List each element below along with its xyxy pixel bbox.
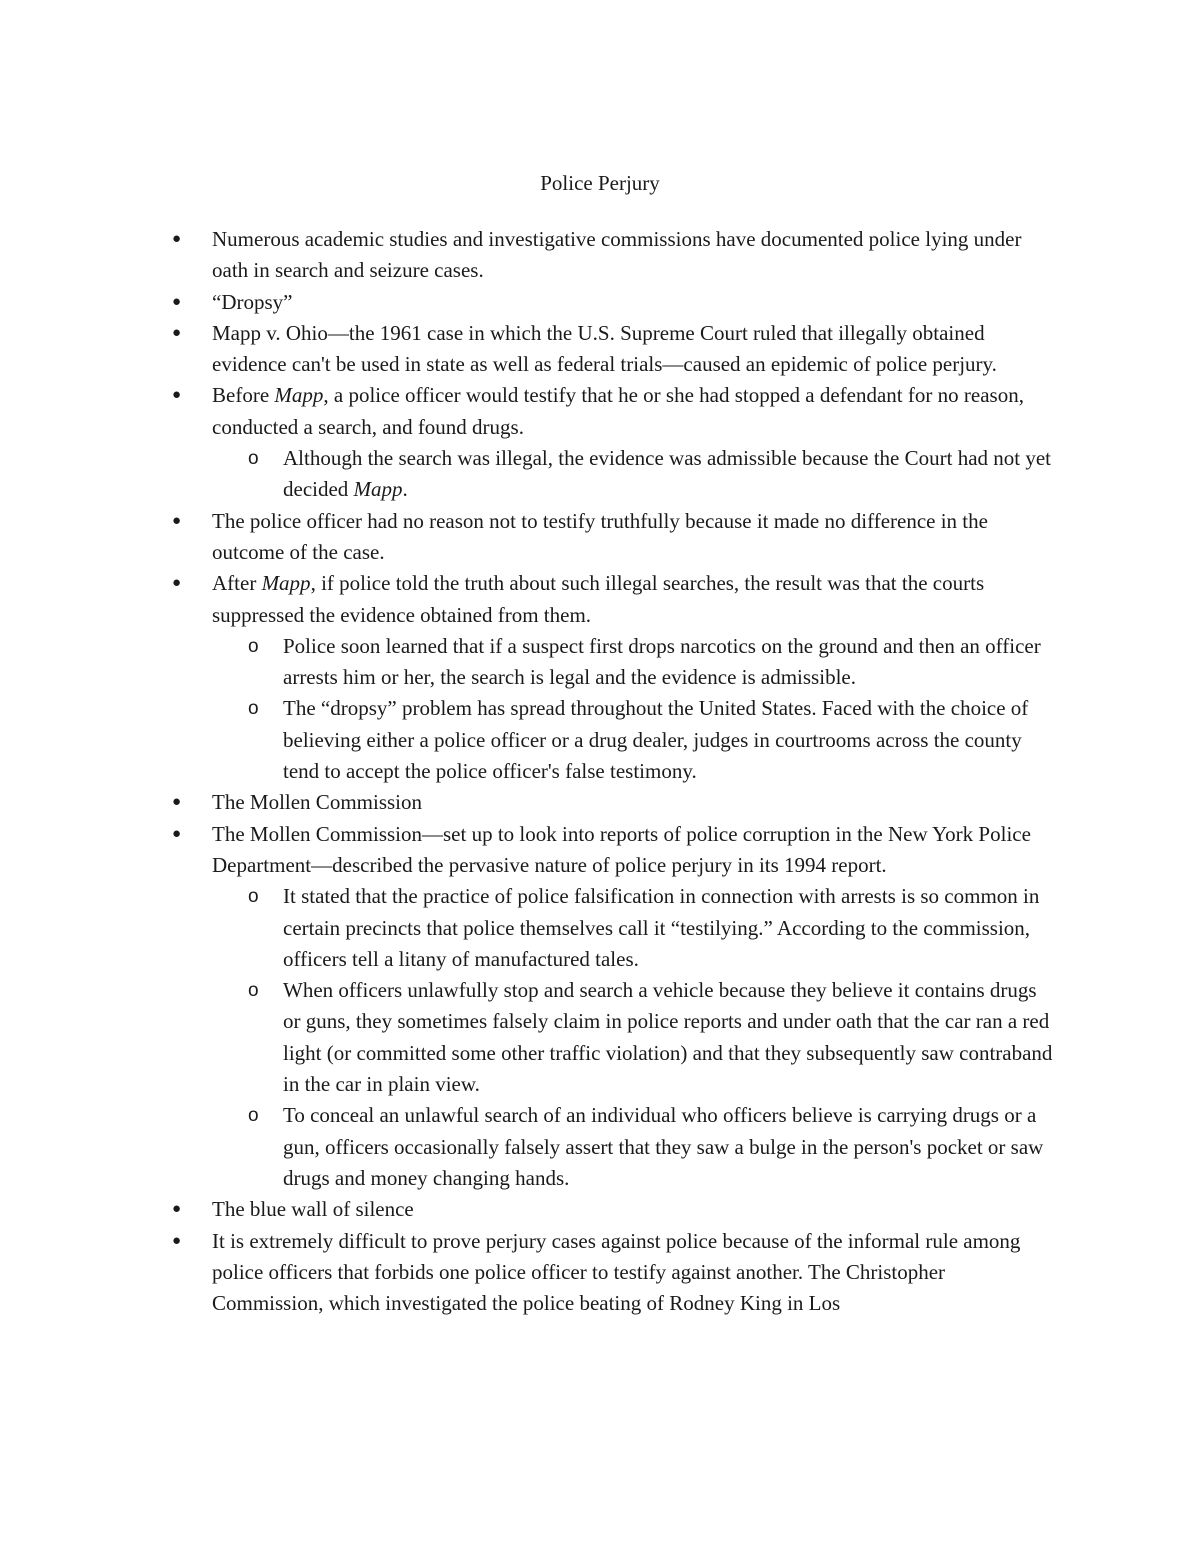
list-item xyxy=(0,787,1052,818)
bullet-icon: ● xyxy=(172,293,182,310)
text-segment: The Mollen Commission xyxy=(212,790,422,815)
page-title: Police Perjury xyxy=(540,171,660,195)
sub-bullet-icon: o xyxy=(248,1105,259,1127)
list-item-text xyxy=(212,571,984,626)
sub-list-item xyxy=(0,631,1053,694)
text-segment: “Dropsy” xyxy=(212,289,293,314)
bullet-icon: ● xyxy=(172,231,182,247)
text-segment: To conceal an unlawful search of an individual who officers believe is carrying drugs or a gun, officers occasionally falsely assert that they saw a bulge in the person's pocket or saw drugs and money changing hands. xyxy=(283,1103,1044,1190)
text-segment: It stated that the practice of police falsification in connection with arrests is so common in certain precincts that police themselves call it “testilying.” According to the commission, officers tell a litany of manufactured tales. xyxy=(283,884,1040,971)
bullet-icon: ● xyxy=(172,1232,182,1249)
list-item xyxy=(0,1226,1052,1320)
text-segment: . xyxy=(402,477,408,502)
bullet-icon: ● xyxy=(172,1201,182,1218)
sub-bullet-icon: o xyxy=(248,980,259,1002)
list-item xyxy=(0,224,1052,287)
text-segment: Before xyxy=(212,383,275,408)
text-segment: It is extremely difficult to prove perjury cases against police because of the informal rule among police officers that forbids one police officer to testify against another. The Christopher Commission, which investigated the police beating of Rodney King in Los xyxy=(212,1228,1021,1316)
bullet-icon: ● xyxy=(172,512,182,529)
list-item xyxy=(0,568,1052,631)
list-item-text xyxy=(212,290,292,314)
text-segment: After xyxy=(212,571,262,596)
sub-list-item xyxy=(0,1100,1053,1194)
text-segment: Numerous academic studies and investigative commissions have documented police lying under oath in search and seizure cases. xyxy=(212,227,1022,283)
text-segment: , a police officer would testify that he or she had stopped a defendant for no reason, conducted a search, and found drugs. xyxy=(212,383,1024,439)
text-segment: The “dropsy” problem has spread throughout the United States. Faced with the choice of believing either a police officer or a drug dealer, judges in courtrooms across the county tend to accept the police officer's false testimony. xyxy=(283,696,1029,784)
list-item xyxy=(0,318,1052,381)
text-segment: Mapp v. Ohio—the 1961 case in which the U.S. Supreme Court ruled that illegally obtained evidence can't be used in state as well as federal trials—caused an epidemic of police perjury. xyxy=(212,320,997,377)
list-item-text xyxy=(212,790,422,814)
sub-list-item xyxy=(0,443,1053,506)
list-item-text xyxy=(212,1197,414,1221)
list-item xyxy=(0,1194,1052,1225)
list-item-text xyxy=(212,822,1031,877)
list-item-text xyxy=(283,696,1028,783)
case-name-italic: Mapp xyxy=(274,383,324,408)
list-item-text xyxy=(212,321,997,376)
bullet-icon: ● xyxy=(172,794,182,811)
text-segment: Police soon learned that if a suspect first drops narcotics on the ground and then an officer arrests him or her, the search is legal and the evidence is admissible. xyxy=(283,633,1041,690)
sub-bullet-icon: o xyxy=(248,448,259,470)
bullet-list xyxy=(0,224,1200,1319)
list-item-text xyxy=(283,978,1052,1096)
sub-list-item xyxy=(0,693,1053,787)
list-item xyxy=(0,287,1052,318)
bullet-icon: ● xyxy=(172,387,182,404)
list-item-text xyxy=(212,383,1024,438)
list-item-text xyxy=(283,634,1041,689)
list-item xyxy=(0,819,1052,882)
bullet-icon: ● xyxy=(172,324,182,341)
list-item-text xyxy=(283,884,1039,971)
text-segment: The police officer had no reason not to testify truthfully because it made no difference in the outcome of the case. xyxy=(212,508,988,564)
sub-bullet-icon: o xyxy=(248,886,259,908)
case-name-italic: Mapp xyxy=(261,571,311,596)
list-item xyxy=(0,506,1052,569)
list-item-text xyxy=(283,1103,1043,1190)
bullet-icon: ● xyxy=(172,575,182,592)
case-name-italic: Mapp xyxy=(353,477,403,502)
list-item-text xyxy=(212,227,1021,282)
sub-bullet-icon: o xyxy=(248,635,259,657)
text-segment: When officers unlawfully stop and search a vehicle because they believe it contains drugs or guns, they sometimes falsely claim in police reports and under oath that the car ran a red light (or committed some other traffic violation) and that they subsequently saw contraband in the car in plain view. xyxy=(283,978,1053,1097)
text-segment: The blue wall of silence xyxy=(212,1197,414,1222)
list-item-text xyxy=(212,1229,1020,1316)
text-segment: Although the search was illegal, the evidence was admissible because the Court had not yet decided xyxy=(283,446,1052,502)
sub-bullet-icon: o xyxy=(248,698,259,720)
list-item-text xyxy=(212,509,988,564)
list-item xyxy=(0,380,1052,443)
bullet-icon: ● xyxy=(172,825,182,842)
text-segment: The Mollen Commission—set up to look into reports of police corruption in the New York Police Department—described the pervasive nature of police perjury in its 1994 report. xyxy=(212,821,1031,877)
text-segment: , if police told the truth about such illegal searches, the result was that the courts suppressed the evidence obtained from them. xyxy=(212,571,985,627)
sub-list-item xyxy=(0,881,1053,975)
sub-list-item xyxy=(0,975,1053,1100)
list-item-text xyxy=(283,446,1051,501)
